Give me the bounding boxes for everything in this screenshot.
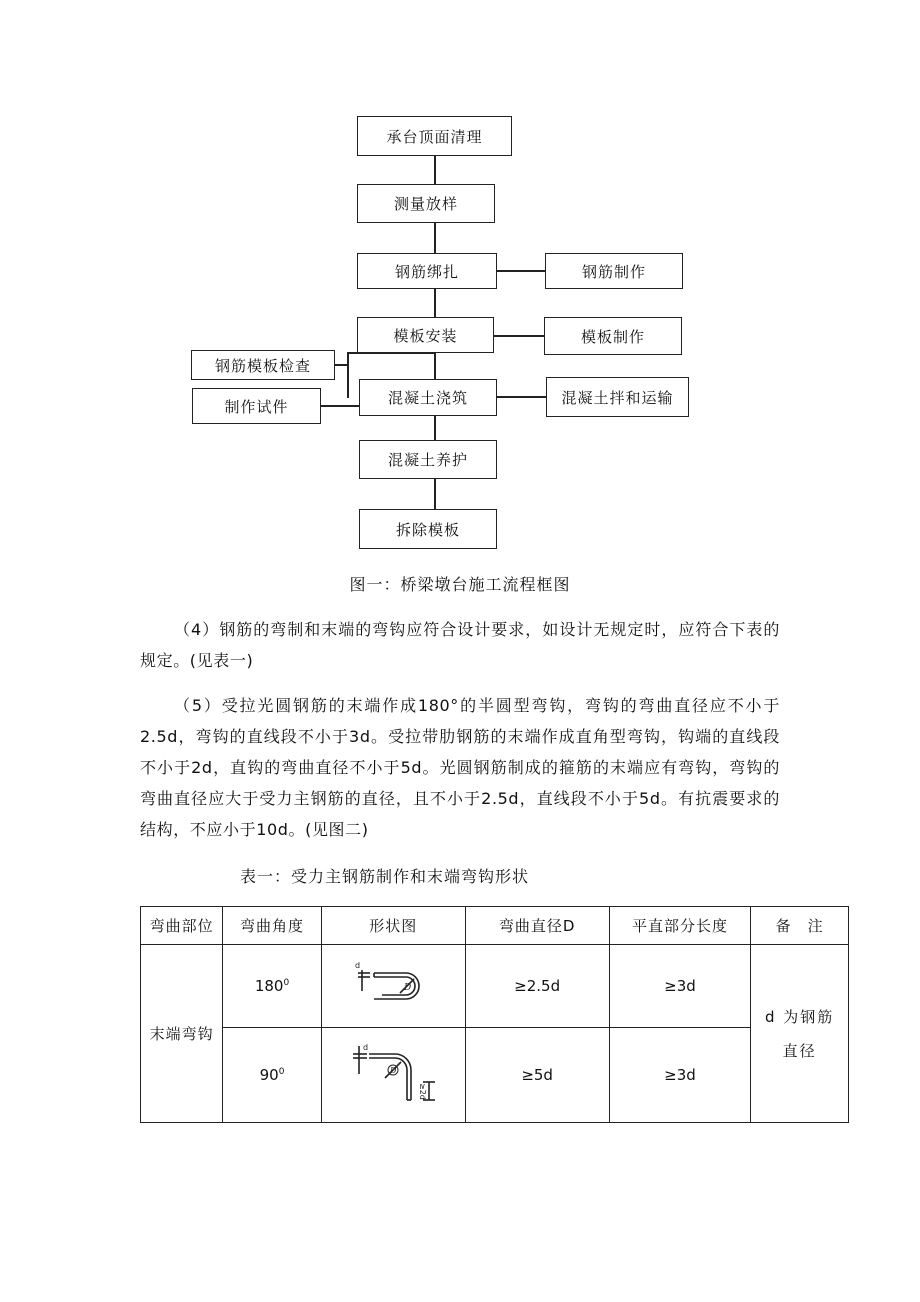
hook-180-diagram <box>348 959 438 1009</box>
connector <box>497 396 547 398</box>
angle-value: 180 <box>254 977 284 995</box>
straight-length-cell: ≥3d <box>609 1028 751 1123</box>
connector <box>434 478 436 510</box>
flow-side-step: 钢筋模板检查 <box>191 350 335 380</box>
paragraph-4-text: （4）钢筋的弯制和末端的弯钩应符合设计要求，如设计无规定时，应符合下表的规定。(见表一) <box>140 620 780 670</box>
flow-step: 混凝土浇筑 <box>359 379 497 416</box>
connector <box>494 335 545 337</box>
table-header-row <box>141 907 849 945</box>
column-header: 平直部分长度 <box>609 907 751 945</box>
hook-D-label: D <box>390 1066 397 1075</box>
hook-d-label: d <box>363 1043 369 1052</box>
hook-90-diagram <box>345 1040 441 1106</box>
column-header: 弯曲角度 <box>223 907 322 945</box>
connector <box>347 352 349 398</box>
connector <box>434 288 436 318</box>
column-header: 弯曲部位 <box>141 907 223 945</box>
connector <box>434 222 436 254</box>
flow-step: 测量放样 <box>357 184 495 223</box>
diameter-cell: ≥2.5d <box>465 945 609 1028</box>
table-row <box>141 1028 849 1123</box>
angle-unit: 0 <box>278 1067 285 1077</box>
flow-step: 拆除模板 <box>359 509 497 549</box>
note-cell <box>751 945 849 1123</box>
flow-step: 模板安装 <box>357 317 494 353</box>
flow-side-step: 制作试件 <box>192 388 321 424</box>
flow-side-step: 混凝土拌和运输 <box>546 377 689 417</box>
table-row <box>141 945 849 1028</box>
connector <box>434 415 436 441</box>
figure-caption: 图一：桥梁墩台施工流程框图 <box>349 575 571 594</box>
shape-cell <box>321 1028 465 1123</box>
diameter-cell: ≥5d <box>465 1028 609 1123</box>
hook-D-label: D <box>404 983 412 993</box>
angle-unit: 0 <box>283 978 290 988</box>
note-text: d 为钢筋直径 <box>765 1007 835 1060</box>
flow-step: 混凝土养护 <box>359 440 497 479</box>
connector <box>320 405 360 407</box>
connector <box>497 270 546 272</box>
paragraph-5 <box>140 690 780 845</box>
bend-part-cell: 末端弯钩 <box>141 945 223 1123</box>
angle-cell <box>223 1028 322 1123</box>
hook-table <box>140 906 849 1123</box>
column-header: 弯曲直径D <box>465 907 609 945</box>
flow-step: 钢筋绑扎 <box>357 253 497 289</box>
connector <box>334 364 348 366</box>
paragraph-5-text: （5）受拉光圆钢筋的末端作成180°的半圆型弯钩，弯钩的弯曲直径应不小于2.5d，弯钩的直线段不小于3d。受拉带肋钢筋的末端作成直角型弯钩，钩端的直线段不小于2d，直钩的弯曲直径不小于5d。光圆钢筋制成的箍筋的末端应有弯钩，弯钩的弯曲直径应大于受力主钢筋的直径，且不小于2.5d，直线段不小于5d。有抗震要求的结构，不应小于10d。(见图二) <box>140 696 780 839</box>
flow-side-step: 钢筋制作 <box>545 253 683 289</box>
connector <box>434 155 436 185</box>
flow-step: 承台顶面清理 <box>357 116 512 156</box>
shape-cell <box>321 945 465 1028</box>
connector <box>434 352 436 380</box>
angle-cell <box>223 945 322 1028</box>
paragraph-4 <box>140 614 780 676</box>
column-header: 备 注 <box>751 907 849 945</box>
table-title: 表一：受力主钢筋制作和末端弯钩形状 <box>240 867 530 886</box>
column-header: 形状图 <box>321 907 465 945</box>
straight-length-cell: ≥3d <box>609 945 751 1028</box>
hook-length-label: ≥2d <box>418 1083 428 1100</box>
hook-d-label: d <box>355 961 361 970</box>
angle-value: 90 <box>259 1066 279 1084</box>
flow-side-step: 模板制作 <box>544 317 682 355</box>
